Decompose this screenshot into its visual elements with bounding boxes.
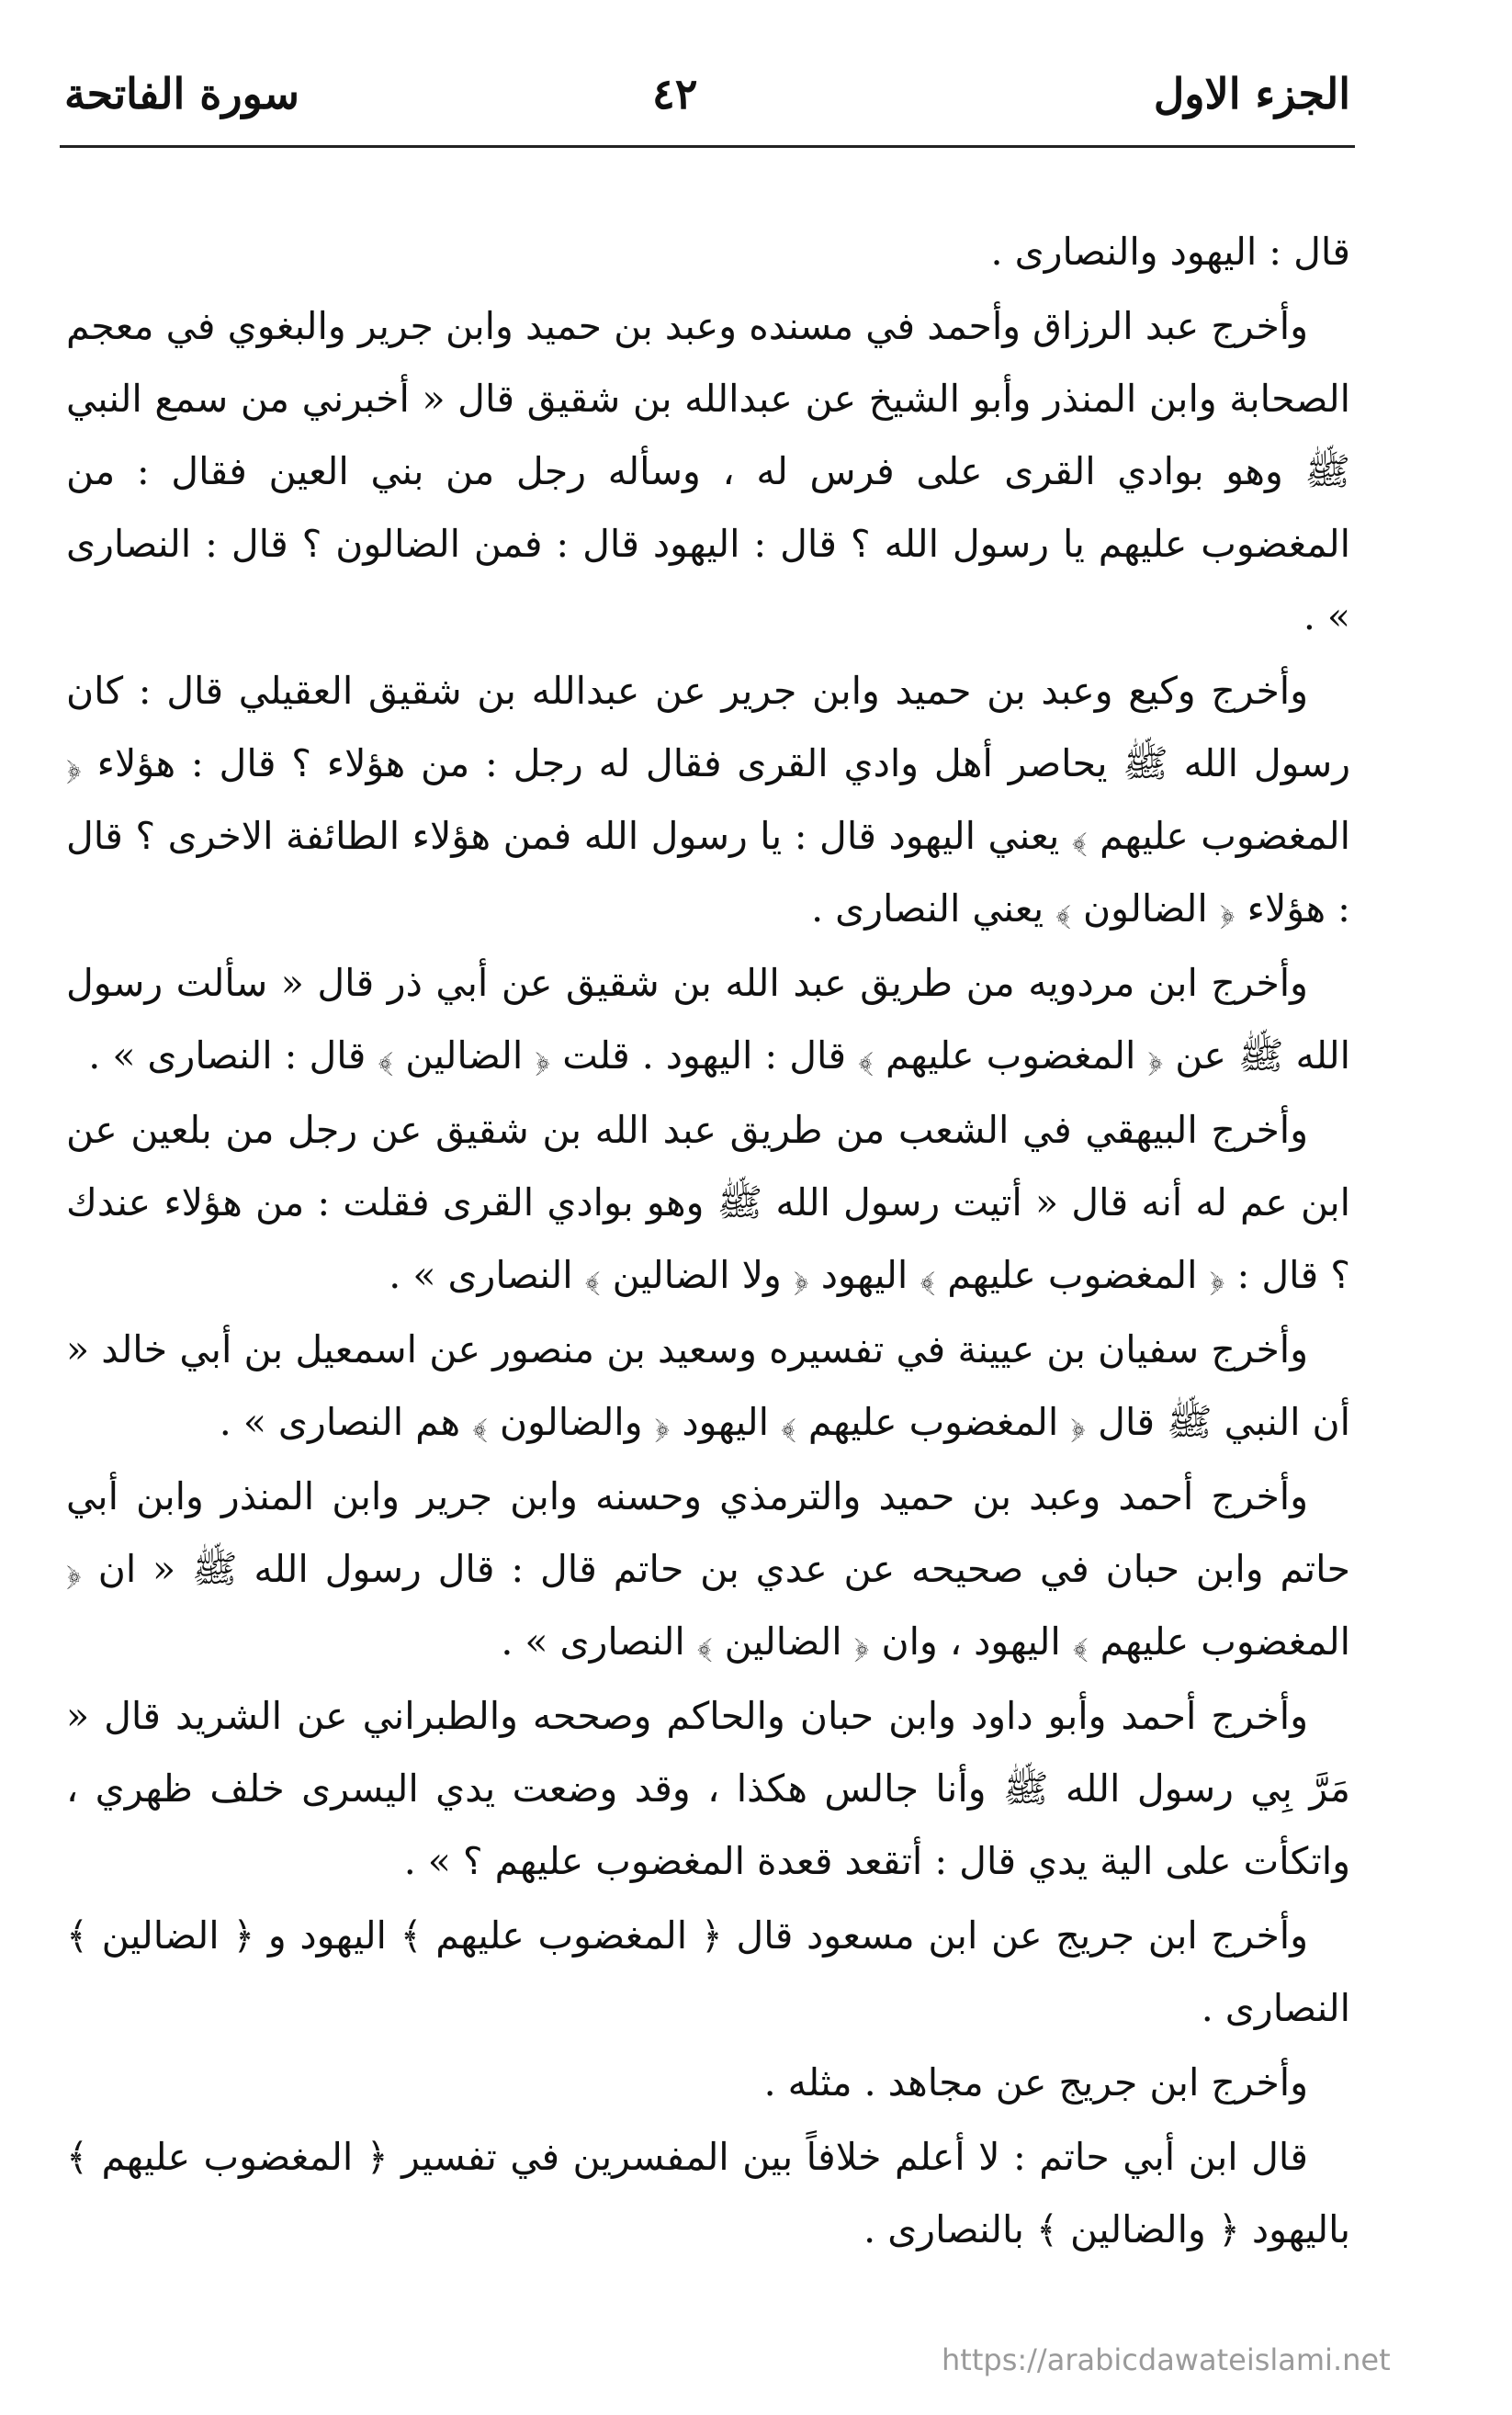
paragraph: قال : اليهود والنصارى . [990,230,1350,274]
paragraph: وأخرج أحمد وعبد بن حميد والترمذي وحسنه وابن جرير وابن المنذر وابن أبي حاتم وابن حبان في صحيحه عن عدي بن حاتم قال : قال رسول الله ﷺ « ان ﴿ المغضوب عليهم ﴾ اليهود ، وان ﴿ الضالين ﴾ النصارى » . [66,1474,1350,1664]
paragraph: وأخرج ابن جريج عن مجاهد . مثله . [763,2060,1308,2105]
surah-title: سورة الفاتحة [64,69,299,118]
header-divider [60,145,1355,148]
paragraph: وأخرج عبد الرزاق وأحمد في مسنده وعبد بن حميد وابن جرير والبغوي في معجم الصحابة وابن المنذر وأبو الشيخ عن عبدالله بن شقيق قال « أخبرني من سمع النبي ﷺ وهو بوادي القرى على فرس له ، وسأله رجل من بني العين فقال : من المغضوب عليهم يا رسول الله ؟ قال : اليهود قال : فمن الضالون ؟ قال : النصارى » . [66,304,1350,638]
volume-title: الجزء الاول [1153,69,1350,118]
page-number: ٤٢ [652,69,698,118]
paragraph: وأخرج ابن جريج عن ابن مسعود قال ﴿ المغضوب عليهم ﴾ اليهود و ﴿ الضالين ﴾ النصارى . [66,1913,1350,2030]
paragraph: وأخرج البيهقي في الشعب من طريق عبد الله بن شقيق عن رجل من بلعين عن ابن عم له أنه قال « أتيت رسول الله ﷺ وهو بوادي القرى فقلت : من هؤلاء عندك ؟ قال : ﴿ المغضوب عليهم ﴾ اليهود ﴿ ولا الضالين ﴾ النصارى » . [66,1108,1350,1297]
paragraph: قال ابن أبي حاتم : لا أعلم خلافاً بين المفسرين في تفسير ﴿ المغضوب عليهم ﴾ باليهود ﴿ والضالين ﴾ بالنصارى . [66,2135,1350,2251]
page-body [66,216,1350,2268]
paragraph: وأخرج وكيع وعبد بن حميد وابن جرير عن عبدالله بن شقيق العقيلي قال : كان رسول الله ﷺ يحاصر أهل وادي القرى فقال له رجل : من هؤلاء ؟ قال : هؤلاء ﴿ المغضوب عليهم ﴾ يعني اليهود قال : يا رسول الله فمن هؤلاء الطائفة الاخرى ؟ قال : هؤلاء ﴿ الضالون ﴾ يعني النصارى . [66,669,1350,931]
page-header [64,69,1350,152]
paragraph: وأخرج ابن مردويه من طريق عبد الله بن شقيق عن أبي ذر قال « سألت رسول الله ﷺ عن ﴿ المغضوب عليهم ﴾ قال : اليهود . قلت ﴿ الضالين ﴾ قال : النصارى » . [66,961,1350,1078]
paragraph: وأخرج سفيان بن عيينة في تفسيره وسعيد بن منصور عن اسمعيل بن أبي خالد « أن النبي ﷺ قال ﴿ المغضوب عليهم ﴾ اليهود ﴿ والضالون ﴾ هم النصارى » . [66,1327,1350,1444]
paragraph: وأخرج أحمد وأبو داود وابن حبان والحاكم وصححه والطبراني عن الشريد قال « مَرَّ بِي رسول الله ﷺ وأنا جالس هكذا ، وقد وضعت يدي اليسرى خلف ظهري ، واتكأت على الية يدي قال : أتقعد قعدة المغضوب عليهم ؟ » . [66,1694,1350,1883]
watermark-url: https://arabicdawateislami.net [942,2342,1391,2377]
